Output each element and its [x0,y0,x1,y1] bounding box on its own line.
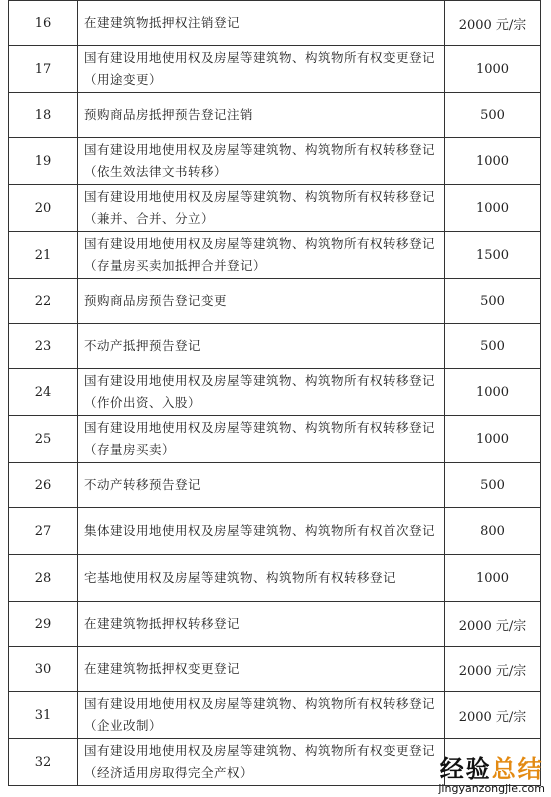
table-row [9,555,541,602]
table-row [9,232,541,279]
row-item: 国有建设用地使用权及房屋等建筑物、构筑物所有权转移登记（企业改制） [78,692,445,739]
row-number: 21 [9,232,78,279]
row-item: 国有建设用地使用权及房屋等建筑物、构筑物所有权变更登记（用途变更） [78,46,445,93]
row-fee: 1500 [445,232,541,279]
row-item: 在建建筑物抵押权变更登记 [78,647,445,692]
fee-table [8,0,541,786]
table-row [9,463,541,508]
row-number: 18 [9,93,78,138]
row-fee: 2000 元/宗 [445,1,541,46]
row-number: 16 [9,1,78,46]
row-item: 在建建筑物抵押权注销登记 [78,1,445,46]
row-number: 31 [9,692,78,739]
row-number: 23 [9,324,78,369]
row-item: 在建建筑物抵押权转移登记 [78,602,445,647]
row-fee: 500 [445,324,541,369]
table-row [9,1,541,46]
table-row [9,508,541,555]
row-item: 国有建设用地使用权及房屋等建筑物、构筑物所有权转移登记（兼并、合并、分立） [78,185,445,232]
row-item: 宅基地使用权及房屋等建筑物、构筑物所有权转移登记 [78,555,445,602]
row-number: 26 [9,463,78,508]
table-row [9,692,541,739]
row-fee: 2000 元/宗 [445,692,541,739]
table-row [9,46,541,93]
row-item: 国有建设用地使用权及房屋等建筑物、构筑物所有权转移登记（存量房买卖加抵押合并登记） [78,232,445,279]
row-number: 27 [9,508,78,555]
table-row [9,324,541,369]
row-item: 集体建设用地使用权及房屋等建筑物、构筑物所有权首次登记 [78,508,445,555]
table-row [9,279,541,324]
row-number: 24 [9,369,78,416]
row-fee: 2000 元/宗 [445,602,541,647]
row-number: 32 [9,739,78,786]
row-item: 国有建设用地使用权及房屋等建筑物、构筑物所有权转移登记（存量房买卖） [78,416,445,463]
site-watermark [438,749,545,795]
table-row [9,647,541,692]
row-item: 预购商品房预告登记变更 [78,279,445,324]
table-row [9,138,541,185]
row-fee: 500 [445,93,541,138]
row-number: 22 [9,279,78,324]
row-item: 国有建设用地使用权及房屋等建筑物、构筑物所有权转移登记（依生效法律文书转移） [78,138,445,185]
row-fee: 1000 [445,138,541,185]
row-item: 国有建设用地使用权及房屋等建筑物、构筑物所有权变更登记（经济适用房取得完全产权） [78,739,445,786]
row-number: 29 [9,602,78,647]
row-fee: 800 [445,508,541,555]
row-fee: 2000 元/宗 [445,647,541,692]
row-fee: 1000 [445,185,541,232]
row-number: 25 [9,416,78,463]
row-fee: 1000 [445,369,541,416]
row-item: 国有建设用地使用权及房屋等建筑物、构筑物所有权转移登记（作价出资、入股） [78,369,445,416]
row-number: 30 [9,647,78,692]
row-number: 19 [9,138,78,185]
row-fee: 1000 [445,555,541,602]
table-row [9,369,541,416]
row-number: 20 [9,185,78,232]
row-item: 预购商品房抵押预告登记注销 [78,93,445,138]
table-row [9,185,541,232]
watermark-text-b: 总结 [491,755,544,783]
row-fee: 1000 [445,46,541,93]
watermark-url: jingyanzongjie.com [438,782,545,795]
row-fee: 500 [445,463,541,508]
table-row [9,602,541,647]
watermark-logo-text [438,749,545,784]
watermark-text-a: 经验 [439,755,492,783]
row-fee: 500 [445,279,541,324]
table-row [9,416,541,463]
table-row [9,93,541,138]
row-fee: 1000 [445,416,541,463]
row-item: 不动产转移预告登记 [78,463,445,508]
row-number: 28 [9,555,78,602]
row-item: 不动产抵押预告登记 [78,324,445,369]
row-number: 17 [9,46,78,93]
